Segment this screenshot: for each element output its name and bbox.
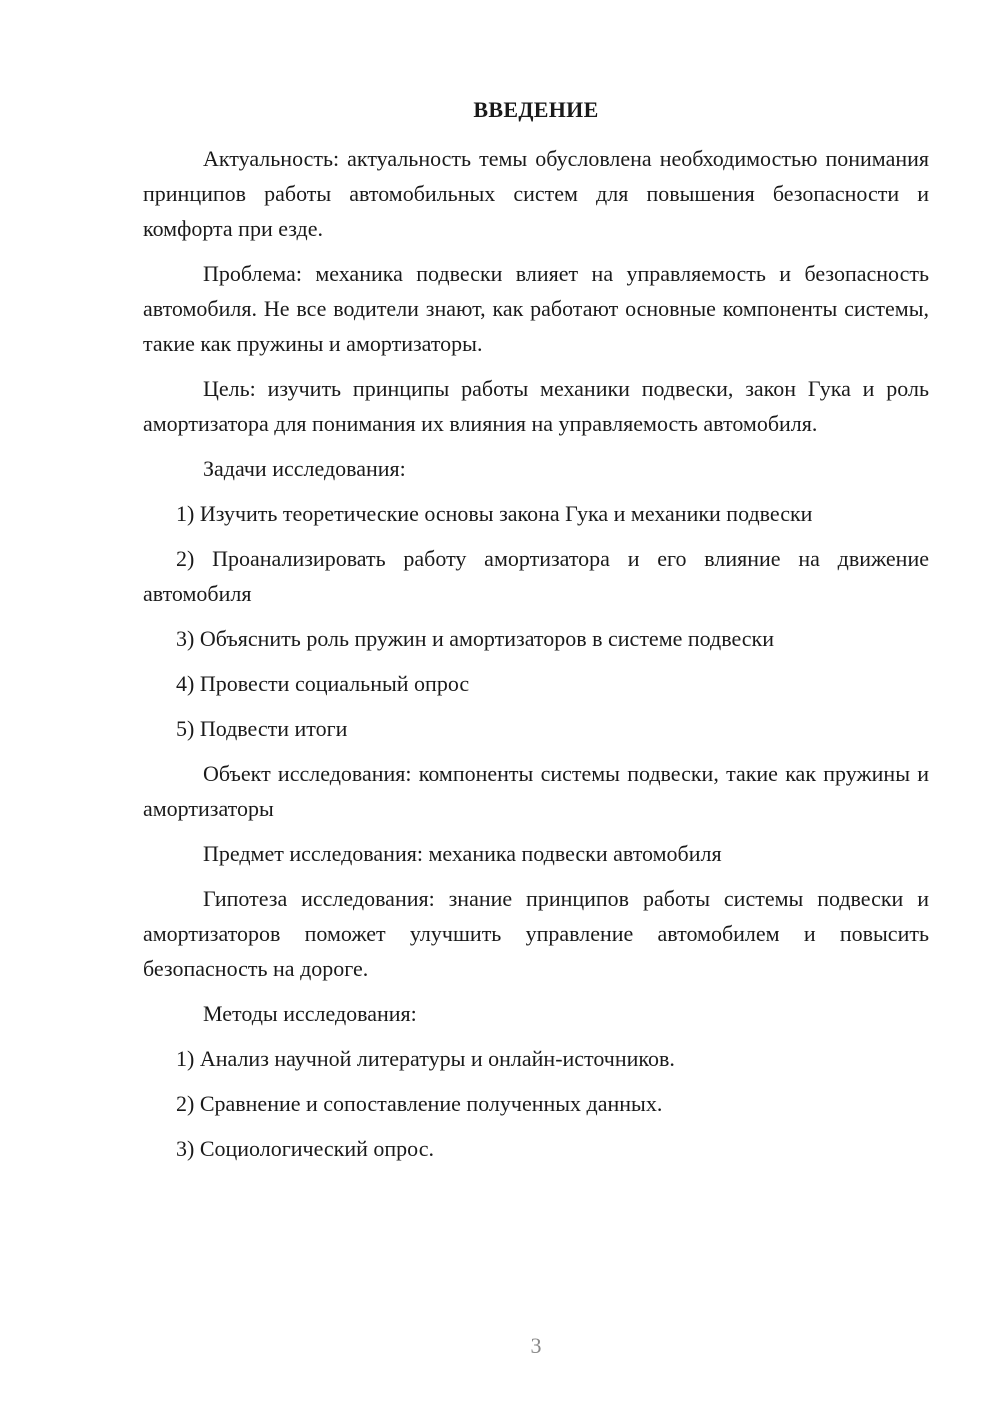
methods-heading: Методы исследования: xyxy=(203,1001,417,1026)
list-item: 3) Социологический опрос. xyxy=(176,1136,434,1161)
goal-paragraph: Цель: изучить принципы работы механики подвески, закон Гука и роль амортизатора для понимания их влияния на управляемость автомобиля. xyxy=(143,376,929,436)
list-item: 2) Сравнение и сопоставление полученных данных. xyxy=(176,1091,663,1116)
list-item: 1) Изучить теоретические основы закона Гука и механики подвески xyxy=(176,501,813,526)
tasks-list xyxy=(143,496,929,746)
list-item: 2) Проанализировать работу амортизатора и его влияние на движение автомобиля xyxy=(143,546,929,606)
hypothesis-paragraph: Гипотеза исследования: знание принципов работы системы подвески и амортизаторов поможет улучшить управление автомобилем и повысить безопасность на дороге. xyxy=(143,886,929,981)
methods-list xyxy=(143,1041,929,1166)
tasks-heading: Задачи исследования: xyxy=(203,456,406,481)
list-item: 1) Анализ научной литературы и онлайн-источников. xyxy=(176,1046,675,1071)
object-paragraph: Объект исследования: компоненты системы подвески, такие как пружины и амортизаторы xyxy=(143,761,929,821)
subject-paragraph: Предмет исследования: механика подвески автомобиля xyxy=(203,841,722,866)
list-item: 4) Провести социальный опрос xyxy=(176,671,470,696)
list-item: 5) Подвести итоги xyxy=(176,716,348,741)
page-title: ВВЕДЕНИЕ xyxy=(473,97,599,122)
document-body xyxy=(143,141,929,1176)
page-number: 3 xyxy=(530,1333,542,1358)
problem-paragraph: Проблема: механика подвески влияет на управляемость и безопасность автомобиля. Не все водители знают, как работают основные компоненты системы, такие как пружины и амортизаторы. xyxy=(143,261,929,356)
list-item: 3) Объяснить роль пружин и амортизаторов в системе подвески xyxy=(176,626,775,651)
relevance-paragraph: Актуальность: актуальность темы обусловлена необходимостью понимания принципов работы автомобильных систем для повышения безопасности и комфорта при езде. xyxy=(143,146,929,241)
